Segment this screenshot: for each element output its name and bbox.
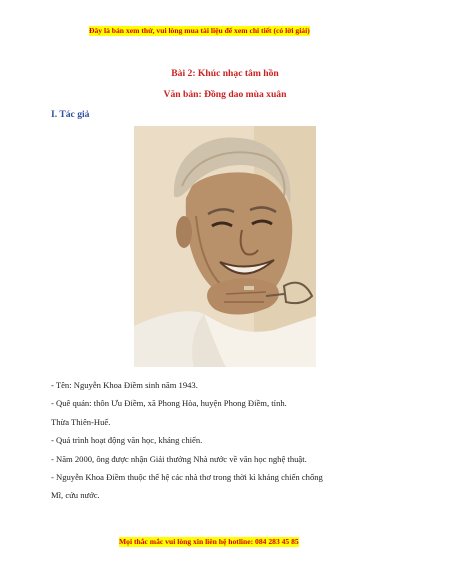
lesson-title: Bài 2: Khúc nhạc tâm hồn bbox=[171, 68, 279, 79]
bio-line: Thừa Thiên-Huế. bbox=[51, 416, 111, 427]
text-title: Văn bản: Đồng dao mùa xuân bbox=[163, 89, 287, 100]
section-heading-author: I. Tác giả bbox=[51, 109, 90, 120]
bio-line: - Quá trình hoạt động văn học, kháng chiến. bbox=[51, 435, 203, 446]
author-photo bbox=[134, 126, 316, 367]
bio-line: - Tên: Nguyễn Khoa Điềm sinh năm 1943. bbox=[51, 380, 198, 390]
bio-line: - Nguyễn Khoa Điềm thuộc thế hệ các nhà thơ trong thời kì kháng chiến chống bbox=[51, 472, 323, 483]
bio-line: Mĩ, cứu nước. bbox=[51, 490, 100, 501]
author-bio bbox=[51, 376, 407, 505]
preview-notice-banner: Đây là bản xem thử, vui lòng mua tài liệu để xem chi tiết (có lời giải) bbox=[89, 26, 310, 35]
bio-line: - Năm 2000, ông được nhận Giải thưởng Nhà nước về văn học nghệ thuật. bbox=[51, 453, 307, 464]
author-portrait-icon bbox=[134, 126, 316, 367]
hotline-banner: Mọi thắc mắc vui lòng xin liên hệ hotline: 084 283 45 85 bbox=[119, 537, 299, 546]
bio-line: - Quê quán: thôn Ưu Điềm, xã Phong Hòa, huyện Phong Điềm, tỉnh. bbox=[51, 398, 287, 409]
